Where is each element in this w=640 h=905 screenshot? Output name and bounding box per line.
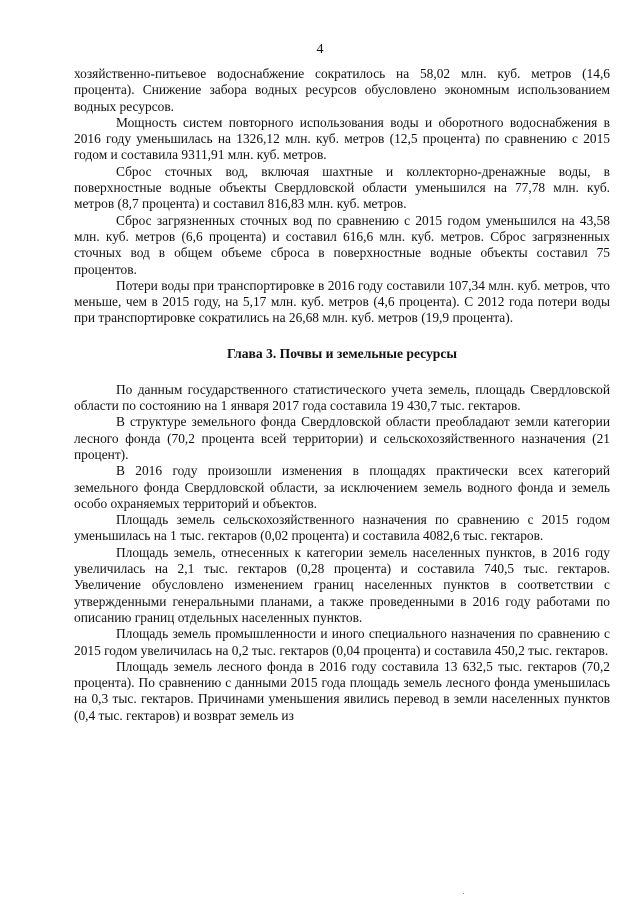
paragraph-industrial-land: Площадь земель промышленности и иного специального назначения по сравнению с 2015 годом увеличилась на 0,2 тыс. гектаров (0,04 процента) и составила 450,2 тыс. гектаров. xyxy=(74,626,610,658)
paragraph-settlement-land: Площадь земель, отнесенных к категории земель населенных пунктов, в 2016 году увеличилась на 2,1 тыс. гектаров (0,28 процента) и составила 740,5 тыс. гектаров. Увеличение обусловлено изменением границ населенных пунктов в соответствии с утвержденными генеральными планами, а также проведенными в 2016 году работами по описанию границ отдельных населенных пунктов. xyxy=(74,544,610,625)
page-number: 4 xyxy=(316,42,324,57)
paragraph-land-structure: В структуре земельного фонда Свердловской области преобладают земли категории лесного фонда (70,2 процента всей территории) и сельскохозяйственного назначения (21 процент). xyxy=(74,414,610,462)
paragraph-region-area: По данным государственного статистического учета земель, площадь Свердловской области по состоянию на 1 января 2017 года составила 19 430,7 тыс. гектаров. xyxy=(74,381,610,414)
paragraph-forest-land: Площадь земель лесного фонда в 2016 году составила 13 632,5 тыс. гектаров (70,2 процента). По сравнению с данными 2015 года площадь земель лесного фонда уменьшилась на 0,3 тыс. гектаров. Причинами уменьшения явились перевод в земли населенных пунктов (0,4 тыс. гектаров) и возврат земель из xyxy=(74,658,610,723)
scan-artifact xyxy=(463,893,464,894)
paragraph-polluted-wastewater: Сброс загрязненных сточных вод по сравнению с 2015 годом уменьшился на 43,58 млн. куб. метров (6,6 процента) и составил 616,6 млн. куб. метров. Сброс загрязненных сточных вод в общем объеме сброса в поверхностные водные объекты составил 75 процентов. xyxy=(74,212,610,277)
paragraph-water-supply-cont: хозяйственно-питьевое водоснабжение сократилось на 58,02 млн. куб. метров (14,6 процента). Снижение забора водных ресурсов обусловлено экономным использованием водных ресурсов. xyxy=(74,66,610,114)
paragraph-agricultural-land: Площадь земель сельскохозяйственного назначения по сравнению с 2015 годом уменьшилась на 1 тыс. гектаров (0,02 процента) и составила 4082,6 тыс. гектаров. xyxy=(74,512,610,544)
paragraph-transport-losses: Потери воды при транспортировке в 2016 году составили 107,34 млн. куб. метров, что меньше, чем в 2015 году, на 5,17 млн. куб. метров (4,6 процента). С 2012 года потери воды при транспортировке сократились на 26,68 млн. куб. метров (19,9 процента). xyxy=(74,277,610,326)
paragraph-category-changes: В 2016 году произошли изменения в площадях практически всех категорий земельного фонда Свердловской области, за исключением земель водного фонда и земель особо охраняемых территорий и объектов. xyxy=(74,463,610,511)
document-body xyxy=(74,66,610,724)
paragraph-wastewater-discharge: Сброс сточных вод, включая шахтные и коллекторно-дренажные воды, в поверхностные водные объекты Свердловской области уменьшился на 77,78 млн. куб. метров (8,7 процента) и составил 816,83 млн. куб. метров. xyxy=(74,163,610,212)
chapter-heading: Глава 3. Почвы и земельные ресурсы xyxy=(226,345,458,361)
paragraph-recycled-water: Мощность систем повторного использования воды и оборотного водоснабжения в 2016 году уменьшилась на 1326,12 млн. куб. метров (12,5 процента) по сравнению с 2015 годом и составила 9311,91 млн. куб. метров. xyxy=(74,114,610,163)
